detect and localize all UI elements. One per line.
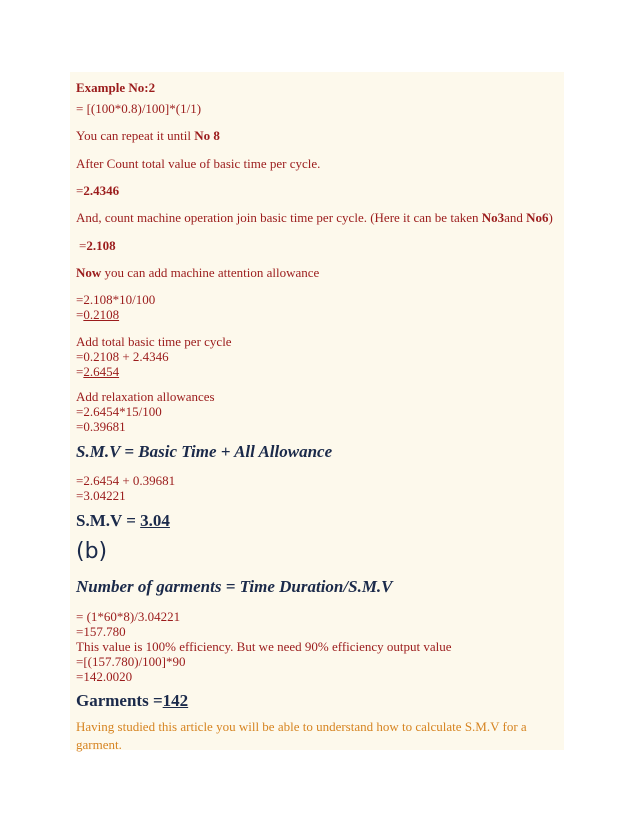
garments-final-line [76,690,188,712]
smv-final-line [76,510,170,532]
add-basic-label: Add total basic time per cycle [76,334,232,349]
machine-value-line [79,238,116,254]
smv-calc-result: =3.04221 [76,488,126,503]
formula-line: = [(100*0.8)/100]*(1/1) [76,101,202,116]
attention-eq: = [76,307,84,322]
total-value-line [76,183,119,199]
machine-line [76,210,553,226]
attention-calc: =2.108*10/100 [76,292,156,307]
garments-final-value: 142 [162,691,189,710]
efficiency-calc: =[(157.780)/100]*90 [76,654,186,669]
garments-result: =157.780 [76,624,126,639]
part-b-heading: (b) [76,539,108,564]
add-basic-result-line [76,364,119,380]
smv-final-label: S.M.V = [76,511,141,530]
machine-eq: = [79,238,87,253]
now-bold: Now [76,265,102,280]
efficiency-note: This value is 100% efficiency. But we need 90% efficiency output value [76,639,452,654]
repeat-text: You can repeat it until [76,128,195,143]
smv-final-value: 3.04 [140,511,170,530]
efficiency-result: =142.0020 [76,669,133,684]
smv-calc: =2.6454 + 0.39681 [76,473,176,488]
relax-label: Add relaxation allowances [76,389,215,404]
total-value: 2.4346 [83,183,120,198]
machine-no6: No6 [526,210,549,225]
machine-and: and [504,210,527,225]
now-text: you can add machine attention allowance [101,265,320,280]
total-eq: = [76,183,84,198]
garments-final-label: Garments = [76,691,163,710]
machine-no3: No3 [481,210,505,225]
count-total-line: After Count total value of basic time per cycle. [76,156,321,171]
closing-text: Having studied this article you will be able to understand how to calculate S.M.V for a garment. [76,719,527,752]
repeat-line [76,128,220,144]
relax-calc: =2.6454*15/100 [76,404,162,419]
smv-formula-heading: S.M.V = Basic Time + All Allowance [76,442,333,461]
add-basic-eq: = [76,364,84,379]
machine-text: And, count machine operation join basic time per cycle. (Here it can be taken [76,210,482,225]
machine-close: ) [548,210,553,225]
attention-result-line [76,307,119,323]
attention-result: 0.2108 [83,307,120,322]
now-line [76,265,319,281]
garments-calc: = (1*60*8)/3.04221 [76,609,181,624]
repeat-bold: No 8 [194,128,220,143]
relax-result: =0.39681 [76,419,126,434]
add-basic-result: 2.6454 [83,364,120,379]
add-basic-calc: =0.2108 + 2.4346 [76,349,169,364]
example-heading: Example No:2 [76,80,156,95]
garments-formula-heading: Number of garments = Time Duration/S.M.V [76,577,393,596]
machine-value: 2.108 [86,238,116,253]
